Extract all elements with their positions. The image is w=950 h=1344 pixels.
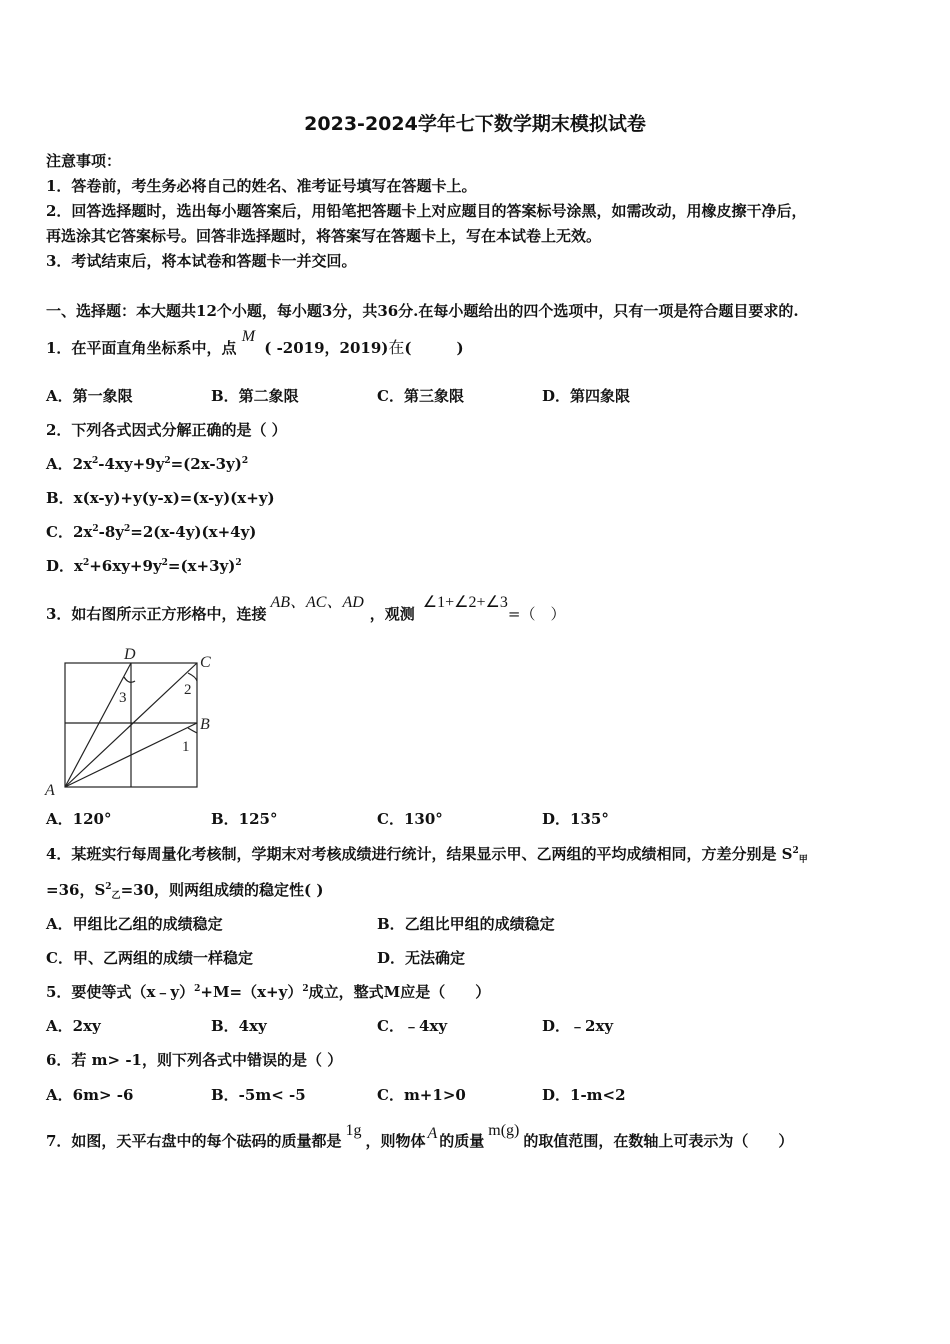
q5-option-c: C．﹣4xy (377, 1017, 448, 1035)
exponent: 2 (194, 984, 201, 994)
q2-stem: 2．下列各式因式分解正确的是（ ） (46, 421, 287, 439)
q3-option-b: B．125° (211, 810, 278, 828)
expr-part: =2(x-4y)(x+4y) (130, 523, 257, 541)
q5-option-a: A．2xy (46, 1017, 101, 1035)
q7-unit: 1g (345, 1122, 362, 1139)
q3-stem-text: 3．如右图所示正方形格中，连接 (46, 605, 267, 623)
q1-option-b: B．第二象限 (211, 387, 299, 405)
expr-part: 2x (72, 523, 93, 541)
q7-text: ，则物体 (365, 1132, 426, 1150)
q7-var: A (427, 1125, 438, 1142)
exponent: 2 (302, 984, 309, 994)
exponent: 2 (82, 558, 90, 568)
q4-text: =30，则两组成绩的稳定性( ) (120, 881, 324, 899)
q1-point-var: M (241, 328, 256, 345)
expr-part: 2x (72, 455, 93, 473)
q1-blank: ( ) (404, 339, 464, 357)
expr-part: =(2x-3y) (170, 455, 242, 473)
option-label: A． (46, 455, 73, 473)
q1-option-d: D．第四象限 (542, 387, 631, 405)
q1-in: 在 (388, 340, 405, 357)
angle-label-3: 3 (119, 690, 127, 706)
angle-arc-1 (188, 728, 197, 733)
q3-option-c: C．130° (377, 810, 443, 828)
exponent: 2 (92, 524, 99, 534)
q2-option-a (46, 454, 248, 474)
q6-option-a: A．6m> -6 (46, 1086, 134, 1104)
expr-part: -8y (98, 523, 124, 541)
option-label: C． (46, 523, 73, 541)
subscript-jia: 甲 (798, 855, 808, 865)
label-c: C (200, 654, 211, 671)
page-title: 2023-2024学年七下数学期末模拟试卷 (304, 113, 646, 135)
q4-text: 4．某班实行每周量化考核制，学期末对考核成绩进行统计，结果显示甲、乙两组的平均成绩相同，方差分别是 S (46, 845, 793, 863)
q5-text: 5．要使等式（x﹣y） (46, 983, 195, 1001)
q6-option-c: C．m+1>0 (377, 1086, 466, 1104)
q3-stem-end: =（ ） (507, 605, 566, 623)
q3-stem (46, 594, 566, 625)
notice-item: 再选涂其它答案标号。回答非选择题时，将答案写在答题卡上，写在本试卷上无效。 (46, 227, 602, 245)
angle-label-2: 2 (184, 682, 192, 698)
angle-arc-3 (124, 677, 135, 682)
exponent: 2 (161, 558, 168, 568)
notice-item: 3．考试结束后，将本试卷和答题卡一并交回。 (46, 252, 357, 270)
q3-comma: ，观测 (369, 605, 415, 623)
expr-part: x (74, 557, 83, 575)
segment-ad (65, 663, 131, 787)
q7-text: 的质量 (439, 1132, 485, 1150)
exponent: 2 (92, 456, 99, 466)
q4-stem-line2 (46, 880, 323, 900)
q5-stem (46, 982, 490, 1002)
q5-option-d: D．﹣2xy (542, 1017, 614, 1035)
exponent: 2 (164, 456, 171, 466)
q4-text: =36，S (46, 881, 106, 899)
angle-label-1: 1 (182, 739, 190, 755)
q4-option-b: B．乙组比甲组的成绩稳定 (377, 915, 555, 933)
q5-option-b: B．4xy (211, 1017, 267, 1035)
q3-option-d: D．135° (542, 810, 609, 828)
q2-option-b: B．x(x-y)+y(y-x)=(x-y)(x+y) (46, 489, 275, 507)
q4-option-a: A．甲组比乙组的成绩稳定 (46, 915, 223, 933)
square-grid-figure (40, 643, 230, 803)
angle-arc-2 (188, 673, 197, 681)
q5-text: +M=（x+y） (200, 983, 303, 1001)
option-label: D． (46, 557, 75, 575)
exponent: 2 (105, 882, 112, 892)
section-heading: 一、选择题：本大题共12个小题，每小题3分，共36分.在每小题给出的四个选项中，只有一项是符合题目要求的. (46, 302, 799, 320)
notice-item: 1．答卷前，考生务必将自己的姓名、准考证号填写在答题卡上。 (46, 177, 477, 195)
q7-stem (46, 1122, 794, 1152)
notice-heading: 注意事项： (46, 152, 122, 170)
q2-option-c (46, 522, 256, 542)
exponent: 2 (792, 846, 799, 856)
q4-stem-line1 (46, 844, 808, 864)
q7-text: 7．如图，天平右盘中的每个砝码的质量都是 (46, 1132, 342, 1150)
q6-option-b: B．-5m< -5 (211, 1086, 306, 1104)
notice-item: 2．回答选择题时，选出每小题答案后，用铅笔把答题卡上对应题目的答案标号涂黑，如需改动，用橡皮擦干净后， (46, 202, 807, 220)
q1-stem-text: 1．在平面直角坐标系中，点 (46, 339, 237, 357)
label-a: A (45, 782, 55, 799)
subscript-yi: 乙 (111, 891, 121, 901)
expr-part: -4xy+9y (98, 455, 165, 473)
q1-option-a: A．第一象限 (46, 387, 133, 405)
q1-stem (46, 328, 464, 359)
q7-mass: m(g) (488, 1122, 520, 1139)
q2-option-d (46, 556, 242, 576)
q6-option-d: D．1-m<2 (542, 1086, 626, 1104)
exponent: 2 (235, 558, 242, 568)
q3-option-a: A．120° (46, 810, 112, 828)
label-d: D (124, 646, 136, 663)
q3-segments: AB、AC、AD (270, 594, 364, 611)
expr-part: =(x+3y) (167, 557, 236, 575)
q5-text: 成立，整式M应是（ ） (308, 983, 491, 1001)
label-b: B (200, 716, 210, 733)
q1-option-c: C．第三象限 (377, 387, 464, 405)
q6-stem: 6．若 m> -1，则下列各式中错误的是（ ） (46, 1051, 343, 1069)
q1-coordinates: ( -2019，2019) (264, 339, 389, 357)
q7-text: 的取值范围，在数轴上可表示为（ ） (523, 1132, 794, 1150)
expr-part: +6xy+9y (89, 557, 162, 575)
exponent: 2 (124, 524, 131, 534)
q3-angles: ∠1+∠2+∠3 (422, 594, 508, 611)
exponent: 2 (241, 456, 249, 466)
q4-option-d: D．无法确定 (377, 949, 466, 967)
q4-option-c: C．甲、乙两组的成绩一样稳定 (46, 949, 253, 967)
